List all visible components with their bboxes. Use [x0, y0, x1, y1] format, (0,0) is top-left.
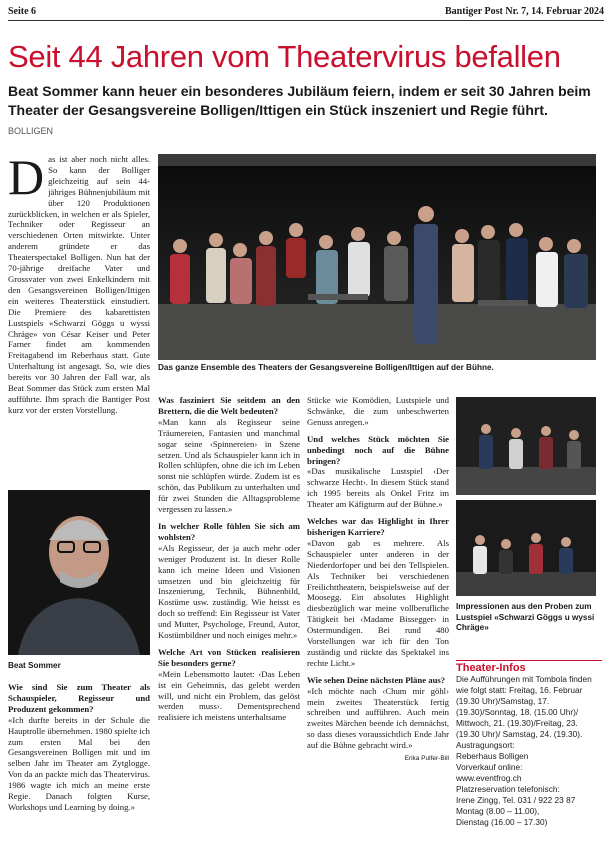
page-header	[8, 6, 604, 20]
answer-text: «Ich möchte nach ‹Chum mir göhl› mein zweites Theaterstück fertig schreiben und aufführen. Auch mein zweites Märchen beende ich demnächst, so dass dieses voraussichtlich Ende Jahr auf die Bühne gebracht wird.»	[307, 685, 449, 751]
column-3	[307, 395, 449, 860]
place-label: BOLLIGEN	[8, 126, 54, 136]
portrait-image	[8, 490, 150, 655]
portrait-photo	[8, 490, 150, 655]
intro-text: as ist aber noch nicht alles. So kann der Bolliger gleichzeitig auf sein 44-jähriges Bühnenjubiläum mit über 120 Produktionen zurückblicken, in welchen er als Spieler, Techniker oder Regisseur an verschiedenen Orten mitwirkte. Unter anderem gründete er das Theaterspectakel Bolligen. Nun hat der 70-jährige dreifache Vater und Grossvater von zwei Enkelkindern mit den Gesangsvereinen Bolligen/Ittigen ein weiteres Theaterstück einstudiert. Die Premiere des kabarettisten Lustspiels «Schwarzi Göggs u wyssi Chräge» von César Keiser und Peter Farner findet am kommenden Freitagabend im Reberhaus statt. Gute Unterhaltung ist angesagt. So, wie dies bereits vor 30 Jahren der Fall war, als Beat Sommer das Stück zum ersten Mal aufführte. Ihm sprach die Bantiger Post kurz vor der ersten Vorstellung.	[8, 154, 150, 415]
answer: «Man kann als Regisseur seine Träumereien, Fantasien und manchmal sogar seine ‹Spinnereien› in Szene setzen. Und als Schauspieler kann ich in Rollen schlüpfen, ohne die ich im Leben sonst nie schlüpfen würde. Zudem ist es schön, das Publikum zu unterhalten und für zwei Stunden die Alltagsprobleme vergessen zu lassen.»	[158, 416, 300, 515]
headline: Seit 44 Jahren vom Theatervirus befallen	[8, 39, 561, 74]
intro-column	[8, 154, 150, 484]
ensemble-photo	[158, 154, 596, 360]
ensemble-caption: Das ganze Ensemble des Theaters der Gesangsvereine Bolligen/Ittigen auf der Bühne.	[158, 363, 494, 372]
answer: «Ich durfte bereits in der Schule die Hauptrolle übernehmen. 1980 spielte ich zum ersten Mal bei den Gesangsvereinen Bolligen mit und im selben Jahr im Theater am Zytglogge. Von da an packte mich das Theatervirus. 1986 wagte ich mich an meine erste Regie. Danach folgten Kurse, Workshops und Learning by doing.»	[8, 714, 150, 812]
info-line: Dienstag (16.00 – 17.30)	[456, 817, 548, 827]
answer	[307, 685, 449, 763]
question: Welche Art von Stücken realisieren Sie besonders gerne?	[158, 646, 300, 668]
rehearsal-caption: Impressionen aus den Proben zum Lustspiel «Schwarzi Göggs u wyssi Chräge»	[456, 602, 595, 632]
info-line: Platzreservation telefonisch:	[456, 784, 560, 794]
question: In welcher Rolle fühlen Sie sich am wohlsten?	[158, 520, 300, 542]
dropcap: D	[8, 154, 45, 205]
theater-infos	[456, 660, 602, 828]
lead-text: Beat Sommer kann heuer ein besonderes Jubiläum feiern, indem er seit 30 Jahren beim Theater der Gesangsvereine Bolligen/Ittigen ein Stück inszeniert und Regie führt.	[8, 83, 591, 118]
answer: «Mein Lebensmotto lautet: ‹Das Leben ist ein Geheimnis, das gelebt werden will, und nicht ein Problem, das gelöst werden muss›. Dementsprechend realisiere ich meistens unterhaltsame	[158, 668, 300, 723]
rehearsal-image-1	[456, 397, 596, 495]
header-rule	[8, 20, 604, 21]
info-line: Montag (8.00 – 11.00),	[456, 806, 540, 816]
rehearsal-image-2	[456, 500, 596, 596]
ensemble-photo-image	[158, 154, 596, 360]
question: Wie sehen Deine nächsten Pläne aus?	[307, 674, 446, 685]
answer: Stücke wie Komödien, Lustspiele und Schwänke, die zum unbeschwerten Genuss anregen.»	[307, 395, 449, 427]
info-line: Irene Zingg, Tel. 031 / 922 23 87	[456, 795, 576, 805]
rehearsal-photo-1	[456, 397, 596, 495]
info-line: Austragungsort:	[456, 740, 515, 750]
issue-info: Bantiger Post Nr. 7, 14. Februar 2024	[445, 6, 604, 17]
rehearsal-photo-2	[456, 500, 596, 596]
question: Was fasziniert Sie seitdem an den Brettern, die die Welt bedeuten?	[158, 395, 300, 416]
info-line: Vorverkauf online:	[456, 762, 523, 772]
page-number: Seite 6	[8, 6, 37, 17]
answer: «Als Regisseur, der ja auch mehr oder weniger Produzent ist. In dieser Rolle kann ich meine Ideen und Visionen umsetzen und bin gleichzeitig für Inszenierung, Technik, Bühnenbild, Kostüme usw. zuständig. Wie heisst es doch so treffend: Ein Regisseur ist Vater und Mutter, Psychologe, Freund, Autor, Kostümbildner und noch einiges mehr.»	[158, 542, 300, 641]
info-title: Theater-Infos	[456, 662, 526, 674]
info-line: Die Aufführungen mit Tombola finden wie folgt statt: Freitag, 16. Februar (19.30 Uhr)/Samstag, 17. (19.30)/Sonntag, 18. (15.00 Uhr)/ Mittwoch, 21. (19.30)/Freitag, 23. (19.30 Uhr)/ Samstag, 24. (19.30).	[456, 674, 592, 739]
question: Und welches Stück möchten Sie unbedingt noch auf die Bühne bringen?	[307, 433, 449, 466]
info-link: www.eventfrog.ch	[456, 773, 522, 783]
portrait-caption: Beat Sommer	[8, 661, 61, 670]
answer: «Davon gab es mehrere. Als Schauspieler unter anderen in der Niederdorfoper und bei den Tellspielen. Als Techniker bei verschiedenen Freilichttheatern, beispielsweise auf der Moosegg. Ein absolutes Highlight diesbezüglich war meine vollberufliche Tätigkeit bei ‹Madame Bissegger› in Ostermundigen. Bei rund 480 Vorstellungen war ich für den Ton zuständig und rückte das Spektakel ins rechte Licht.»	[307, 537, 449, 668]
info-rule	[456, 660, 602, 661]
column-1-qa	[8, 682, 150, 862]
question: Welches war das Highlight in Ihrer bisherigen Karriere?	[307, 516, 449, 537]
info-line: Reberhaus Bolligen	[456, 751, 529, 761]
column-2	[158, 395, 300, 860]
answer: «Das musikalische Lustspiel ‹Der schwarze Hecht›. In diesem Stück stand ich 1995 bereits als Onkel Fritz im Theater am Käfigturm auf der Bühne.»	[307, 466, 449, 510]
question: Wie sind Sie zum Theater als Schauspieler, Regisseur und Produzent gekommen?	[8, 682, 150, 714]
author: Erika Pulfer-Bill	[404, 755, 449, 763]
